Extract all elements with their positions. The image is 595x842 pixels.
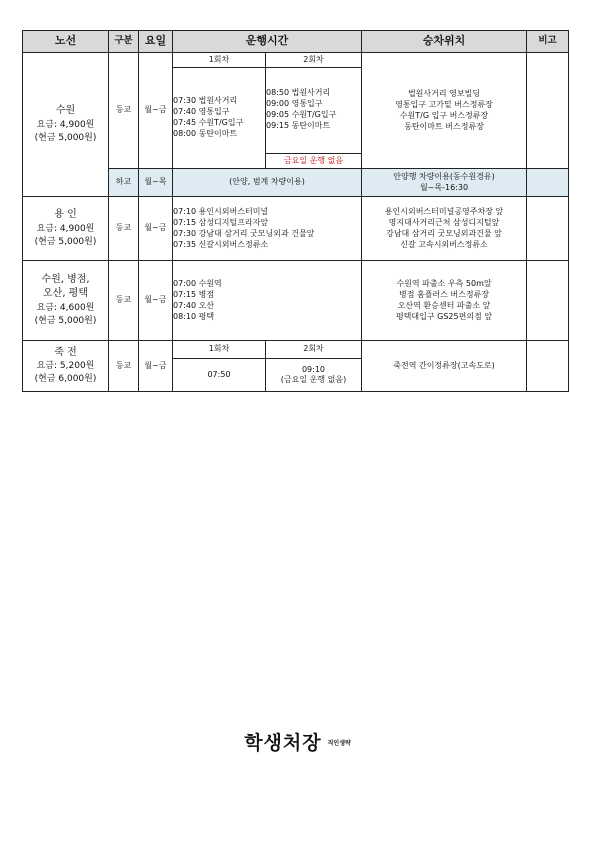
hagyo-stop-line1: 안양행 차량이용(동수원경유) [393,171,495,181]
jukjeon-run2-label: 2회차 [266,341,362,359]
stop-item: 수원역 파출소 우측 50m앞 [396,278,492,288]
suwon-day: 월~금 [139,53,173,169]
time-item: 07:15 병점 [173,289,215,299]
jukjeon-type: 등교 [109,341,139,392]
yongin-day: 월~금 [139,197,173,261]
stop-item: 신갈 고속시외버스정류소 [400,239,488,249]
time-item: 07:45 수원T/G입구 [173,118,244,127]
suwon-type: 등교 [109,53,139,169]
time-item: 08:10 평택 [173,311,215,321]
suwon-hagyo-note [527,169,569,197]
stop-item: 법원사거리 영보빌딩 [407,88,481,98]
suwon-run1-label: 1회차 [173,53,266,68]
suwon-route-cell [23,53,109,197]
time-item: 07:00 수원역 [173,278,222,288]
jukjeon-day: 월~금 [139,341,173,392]
seal-omitted-note: 직인생략 [327,740,351,747]
stop-item: 영통입구 고가밑 버스정류장 [395,99,493,109]
time-item: 07:10 용인시외버스터미널 [173,206,269,216]
yongin-cash-fare: (현금 5,000원) [34,236,97,247]
jukjeon-stop: 죽전역 간이정류장(고속도로) [362,341,527,392]
suwon-hagyo-time: (안양, 범계 차량이용) [173,169,362,197]
suwon-run2-label: 2회차 [266,53,362,68]
header-row [23,31,569,53]
pyeongtaek-route-cell [23,261,109,341]
pyeongtaek-cash-fare: (현금 5,000원) [34,316,97,326]
pyeongtaek-fare: 요금: 4,600원 [36,302,95,313]
stop-item: 평택대입구 GS25편의점 앞 [395,311,493,321]
yongin-times [173,197,362,261]
time-item: 07:15 삼성디지털프라자앞 [173,217,269,227]
stop-item: 오산역 환승센터 파출소 앞 [397,300,491,310]
stop-item: 명지대사거리근처 삼성디지털앞 [388,217,500,227]
yongin-route-name: 용 인 [54,209,77,221]
yongin-row [23,197,569,261]
jukjeon-run2-no-friday: (금요일 운행 없음) [280,375,347,384]
jukjeon-run-label-row [23,341,569,359]
jukjeon-route-name: 죽 전 [54,346,77,358]
suwon-hagyo-type: 하교 [109,169,139,197]
suwon-note [527,53,569,169]
pyeongtaek-row [23,261,569,341]
jukjeon-run1-label: 1회차 [173,341,266,359]
jukjeon-fare: 요금: 5,200원 [36,361,95,372]
suwon-stops [362,53,527,169]
jukjeon-run2-cell [266,359,362,392]
time-item: 07:30 강남대 삼거리 굿모닝외과 건물앞 [173,228,315,238]
time-item: 08:50 법원사거리 [266,88,331,98]
time-item: 09:00 영통입구 [266,99,323,109]
time-item: 07:30 법원사거리 [173,96,238,105]
header-route: 노선 [23,31,109,53]
header-times: 운행시간 [173,31,362,53]
suwon-run2-times [266,68,362,154]
pyeongtaek-times [173,261,362,341]
header-day: 요일 [139,31,173,53]
yongin-route-cell [23,197,109,261]
pyeongtaek-note [527,261,569,341]
stop-item: 병점 홈플러스 버스정류장 [398,289,490,299]
pyeongtaek-day: 월~금 [139,261,173,341]
jukjeon-route-cell [23,341,109,392]
yongin-note [527,197,569,261]
suwon-cash-fare: (현금 5,000원) [34,132,97,143]
time-item: 07:40 오산 [173,300,215,310]
suwon-fare: 요금: 4,900원 [36,119,95,130]
pyeongtaek-stops [362,261,527,341]
bus-schedule-table [22,30,569,392]
suwon-run-label-row [23,53,569,68]
time-item: 09:05 수원T/G입구 [266,110,337,120]
suwon-hagyo-day: 월~목 [139,169,173,197]
suwon-run2-no-friday: 금요일 운행 없음 [266,153,362,168]
jukjeon-run1-time: 07:50 [173,359,266,392]
time-item: 09:15 동탄이마트 [266,121,331,131]
jukjeon-cash-fare: (현금 6,000원) [34,374,97,385]
suwon-run1-times [173,68,266,169]
issuer-title: 학생처장 [244,732,322,754]
time-item: 07:35 신갈시외버스정류소 [173,239,269,249]
footer [0,728,595,755]
header-note: 비고 [527,31,569,53]
suwon-hagyo-stop [362,169,527,197]
pyeongtaek-route-name-2: 오산, 평택 [43,288,88,300]
hagyo-stop-line2: 월~목-16:30 [419,182,469,192]
time-item: 07:40 영통입구 [173,107,230,116]
header-type: 구분 [109,31,139,53]
stop-item: 동탄이마트 버스정류장 [404,121,484,131]
time-item: 08:00 동탄이마트 [173,129,238,138]
stop-item: 강남대 삼거리 굿모닝외과건물 앞 [386,228,502,238]
suwon-route-name: 수원 [55,105,76,117]
header-stops: 승차위치 [362,31,527,53]
yongin-stops [362,197,527,261]
jukjeon-note [527,341,569,392]
pyeongtaek-type: 등교 [109,261,139,341]
jukjeon-run2-time: 09:10 [301,364,326,374]
yongin-type: 등교 [109,197,139,261]
stop-item: 용인시외버스터미널공영주차장 앞 [384,206,504,216]
stop-item: 수원T/G 입구 버스정류장 [399,110,489,120]
yongin-fare: 요금: 4,900원 [36,223,95,234]
pyeongtaek-route-name-1: 수원, 병점, [41,273,90,285]
